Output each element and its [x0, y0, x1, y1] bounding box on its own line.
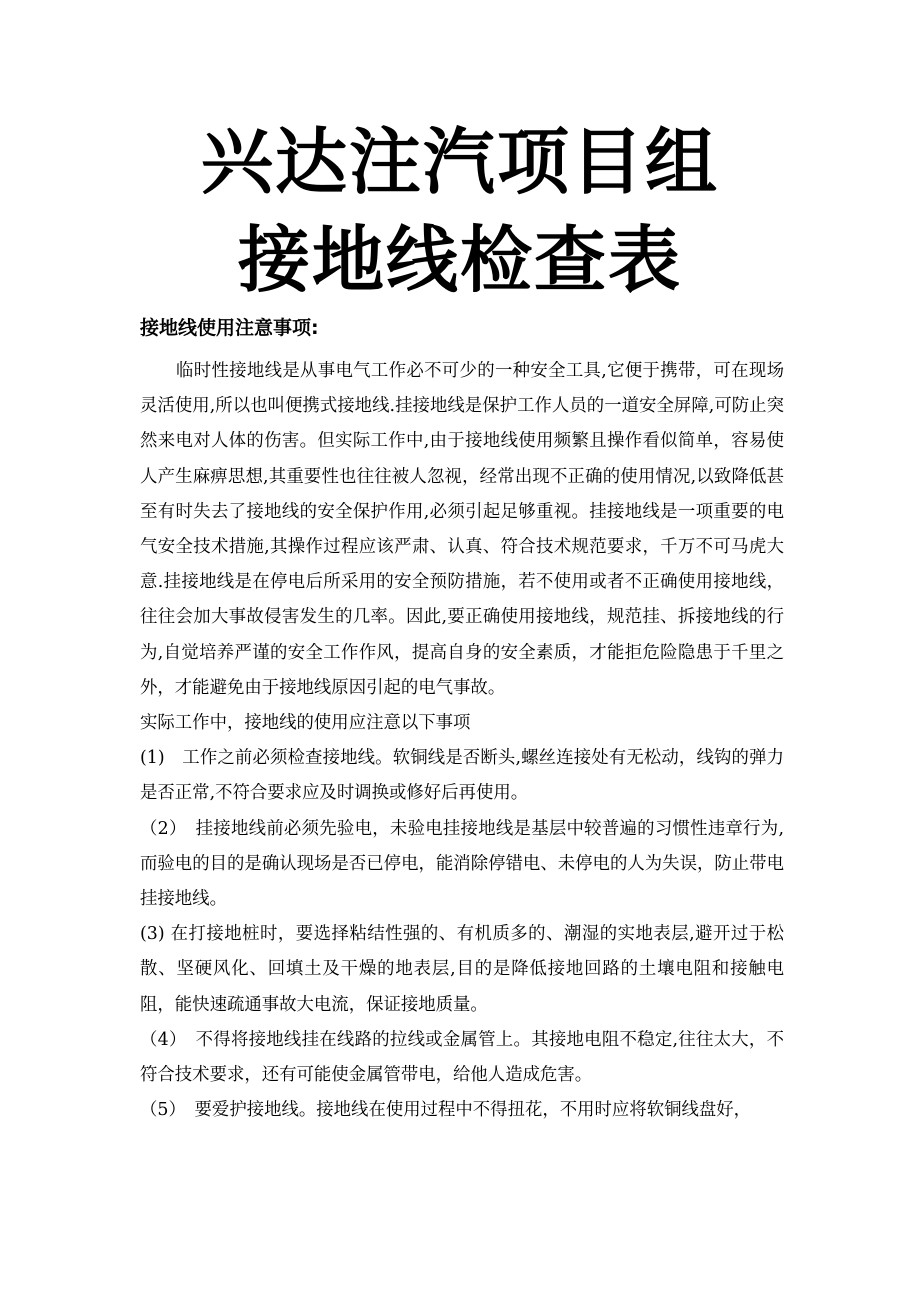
document-body [140, 354, 784, 1128]
list-item-3: (3) 在打接地桩时，要选择粘结性强的、有机质多的、潮湿的实地表层,避开过于松散、坚硬风化、回填土及干燥的地表层,目的是降低接地回路的土壤电阻和接触电阻，能快速疏通事故大电流，保证接地质量。 [140, 924, 784, 1015]
list-item-1: (1) 工作之前必须检查接地线。软铜线是否断头,螺丝连接处有无松动，线钩的弹力是否正常,不符合要求应及时调换或修好后再使用。 [140, 748, 784, 804]
list-item-4: （4） 不得将接地线挂在线路的拉线或金属管上。其接地电阻不稳定,往往太大，不符合技术要求，还有可能使金属管带电，给他人造成危害。 [140, 1029, 784, 1086]
list-item-2: （2） 挂接地线前必须先验电，未验电挂接地线是基层中较普遍的习惯性违章行为,而验电的目的是确认现场是否已停电，能消除停错电、未停电的人为失误，防止带电挂接地线。 [140, 818, 784, 910]
intro-paragraph: 临时性接地线是从事电气工作必不可少的一种安全工具,它便于携带，可在现场灵活使用,所以也叫便携式接地线.挂接地线是保护工作人员的一道安全屏障,可防止突然来电对人体的伤害。但实际工作中,由于接地线使用频繁且操作看似简单，容易使人产生麻痹思想,其重要性也往往被人忽视，经常出现不正确的使用情况,以致降低甚至有时失去了接地线的安全保护作用,必须引起足够重视。挂接地线是一项重要的电气安全技术措施,其操作过程应该严肃、认真、符合技术规范要求，千万不可马虎大意.挂接地线是在停电后所采用的安全预防措施，若不使用或者不正确使用接地线，往往会加大事故侵害发生的几率。因此,要正确使用接地线，规范挂、拆接地线的行为,自觉培养严谨的安全工作作风，提高自身的安全素质，才能拒危险隐患于千里之外，才能避免由于接地线原因引起的电气事故。 [140, 361, 784, 698]
document-title-line-2: 接地线检查表 [237, 217, 682, 302]
list-item-5: （5） 要爱护接地线。接地线在使用过程中不得扭花，不用时应将软铜线盘好， [140, 1100, 752, 1121]
document-title-line-1: 兴达注汽项目组 [200, 119, 719, 204]
section-heading: 接地线使用注意事项: [140, 317, 319, 339]
lead-paragraph: 实际工作中，接地线的使用应注意以下事项 [140, 713, 471, 734]
